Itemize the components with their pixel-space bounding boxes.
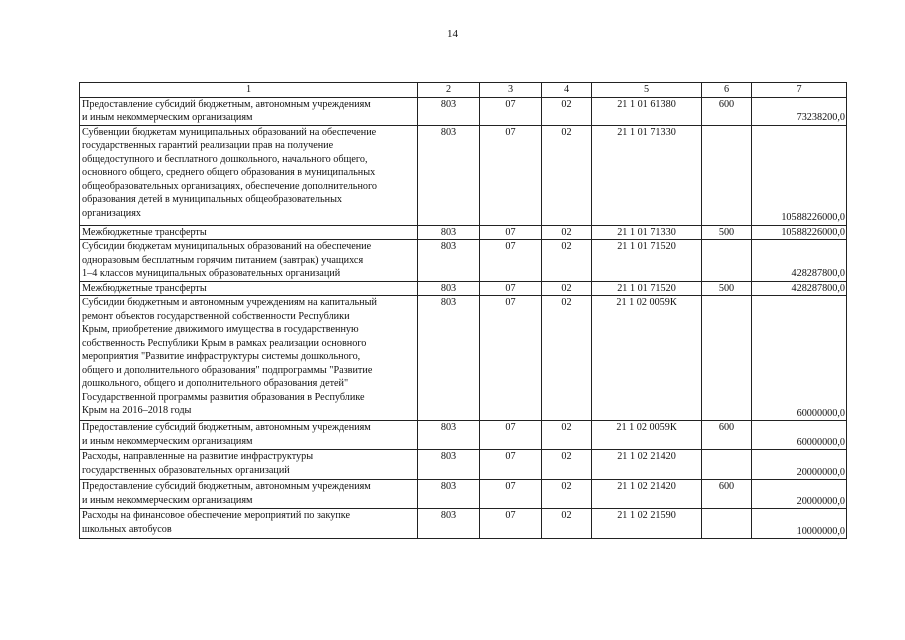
row-name: Предоставление субсидий бюджетным, автономным учреждениям и иным некоммерческим организациям (80, 421, 418, 450)
row-sum: 10000000,0 (752, 509, 847, 539)
table-row (80, 225, 847, 240)
row-section: 07 (480, 421, 542, 450)
row-target-article: 21 1 02 21420 (592, 480, 702, 509)
header-col-7: 7 (752, 83, 847, 98)
row-expense-type (702, 509, 752, 539)
row-name: Субвенции бюджетам муниципальных образований на обеспечение государственных гарантий реализации прав на получение общедоступного и бесплатного дошкольного, начального общего, основного общего, среднего общего образования в муниципальных общеобразовательных организациях, обеспечение дополнительного образования детей в муниципальных общеобразовательных организациях (80, 125, 418, 225)
row-ministry-code: 803 (418, 450, 480, 480)
header-col-1: 1 (80, 83, 418, 98)
row-target-article: 21 1 01 71520 (592, 240, 702, 282)
row-target-article: 21 1 02 21590 (592, 509, 702, 539)
header-col-2: 2 (418, 83, 480, 98)
header-col-6: 6 (702, 83, 752, 98)
row-ministry-code: 803 (418, 97, 480, 125)
row-name: Расходы на финансовое обеспечение мероприятий по закупке школьных автобусов (80, 509, 418, 539)
row-expense-type: 500 (702, 281, 752, 296)
row-sum: 20000000,0 (752, 450, 847, 480)
row-sum: 73238200,0 (752, 97, 847, 125)
row-section: 07 (480, 480, 542, 509)
row-name: Межбюджетные трансферты (80, 281, 418, 296)
row-section: 07 (480, 125, 542, 225)
table-row (80, 240, 847, 282)
table-header-row (80, 83, 847, 98)
table-row (80, 296, 847, 421)
row-name: Предоставление субсидий бюджетным, автономным учреждениям и иным некоммерческим организациям (80, 97, 418, 125)
table-row (80, 281, 847, 296)
row-target-article: 21 1 02 0059К (592, 296, 702, 421)
row-target-article: 21 1 01 71330 (592, 125, 702, 225)
row-expense-type (702, 450, 752, 480)
row-section: 07 (480, 281, 542, 296)
row-expense-type: 500 (702, 225, 752, 240)
row-section: 07 (480, 509, 542, 539)
row-target-article: 21 1 01 61380 (592, 97, 702, 125)
row-ministry-code: 803 (418, 281, 480, 296)
row-subsection: 02 (542, 125, 592, 225)
row-expense-type (702, 240, 752, 282)
row-name: Предоставление субсидий бюджетным, автономным учреждениям и иным некоммерческим организациям (80, 480, 418, 509)
header-col-3: 3 (480, 83, 542, 98)
row-subsection: 02 (542, 450, 592, 480)
row-ministry-code: 803 (418, 125, 480, 225)
row-subsection: 02 (542, 509, 592, 539)
row-target-article: 21 1 02 0059К (592, 421, 702, 450)
row-sum: 428287800,0 (752, 281, 847, 296)
row-name: Расходы, направленные на развитие инфраструктуры государственных образовательных организаций (80, 450, 418, 480)
row-section: 07 (480, 97, 542, 125)
row-ministry-code: 803 (418, 225, 480, 240)
row-ministry-code: 803 (418, 509, 480, 539)
table-row (80, 450, 847, 480)
row-sum: 428287800,0 (752, 240, 847, 282)
table-row (80, 125, 847, 225)
header-col-5: 5 (592, 83, 702, 98)
row-subsection: 02 (542, 421, 592, 450)
row-sum: 10588226000,0 (752, 125, 847, 225)
row-sum: 20000000,0 (752, 480, 847, 509)
header-col-4: 4 (542, 83, 592, 98)
row-target-article: 21 1 01 71520 (592, 281, 702, 296)
row-subsection: 02 (542, 281, 592, 296)
table-row (80, 480, 847, 509)
row-expense-type: 600 (702, 480, 752, 509)
row-ministry-code: 803 (418, 480, 480, 509)
row-target-article: 21 1 02 21420 (592, 450, 702, 480)
table-row (80, 97, 847, 125)
row-expense-type: 600 (702, 421, 752, 450)
budget-table (79, 82, 847, 539)
row-name: Субсидии бюджетным и автономным учреждениям на капитальный ремонт объектов государственной собственности Республики Крым, приобретение движимого имущества в государственную собственность Республики Крым в рамках реализации основного мероприятия "Развитие инфраструктуры системы дошкольного, общего и дополнительного образования" подпрограммы "Развитие дошкольного, общего и дополнительного образования детей" Государственной программы развития образования в Республике Крым на 2016–2018 годы (80, 296, 418, 421)
row-expense-type (702, 125, 752, 225)
page-number: 14 (447, 28, 458, 40)
row-expense-type: 600 (702, 97, 752, 125)
row-subsection: 02 (542, 225, 592, 240)
row-sum: 10588226000,0 (752, 225, 847, 240)
row-section: 07 (480, 240, 542, 282)
row-section: 07 (480, 296, 542, 421)
table-row (80, 509, 847, 539)
row-section: 07 (480, 450, 542, 480)
row-sum: 60000000,0 (752, 296, 847, 421)
row-ministry-code: 803 (418, 240, 480, 282)
row-subsection: 02 (542, 240, 592, 282)
row-target-article: 21 1 01 71330 (592, 225, 702, 240)
row-name: Межбюджетные трансферты (80, 225, 418, 240)
row-expense-type (702, 296, 752, 421)
row-subsection: 02 (542, 296, 592, 421)
row-name: Субсидии бюджетам муниципальных образований на обеспечение одноразовым бесплатным горячим питанием (завтрак) учащихся 1–4 классов муниципальных образовательных организаций (80, 240, 418, 282)
row-subsection: 02 (542, 480, 592, 509)
row-section: 07 (480, 225, 542, 240)
row-sum: 60000000,0 (752, 421, 847, 450)
table-row (80, 421, 847, 450)
row-ministry-code: 803 (418, 296, 480, 421)
row-subsection: 02 (542, 97, 592, 125)
row-ministry-code: 803 (418, 421, 480, 450)
